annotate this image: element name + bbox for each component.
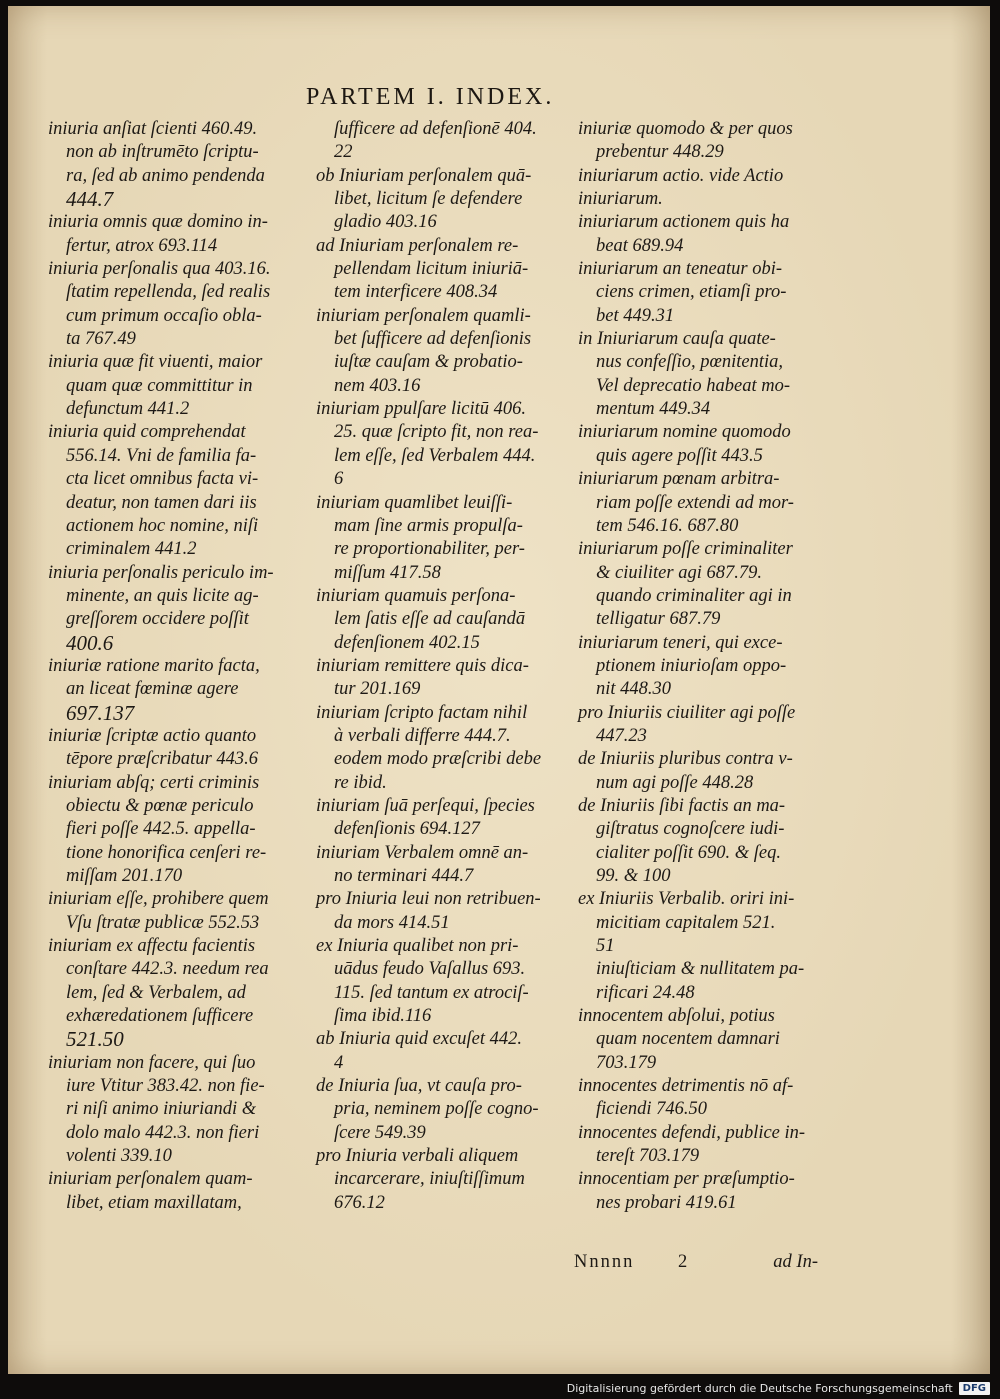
index-line: & ciuiliter agi 687.79.	[596, 562, 762, 583]
signature-number: 2	[678, 1252, 688, 1272]
index-line: iniuriam abſq; certi criminis	[48, 772, 260, 793]
index-line: lem eſſe, ſed Verbalem 444.	[334, 445, 536, 466]
index-line: beat 689.94	[596, 235, 684, 256]
index-line: re ibid.	[334, 772, 387, 793]
index-line: tem 546.16. 687.80	[596, 515, 739, 536]
index-line: giſtratus cognoſcere iudi-	[596, 819, 785, 840]
index-line: minente, an quis licite ag-	[66, 585, 259, 606]
index-line: iniuriam eſſe, prohibere quem	[48, 889, 269, 910]
index-line: iniuriam ſuā perſequi, ſpecies	[316, 795, 535, 816]
index-line: 521.50	[66, 1027, 124, 1052]
index-line: innocentem abſolui, potius	[578, 1006, 775, 1027]
index-line: iure Vtitur 383.42. non fie-	[66, 1076, 265, 1097]
index-line: iniuriæ quomodo & per quos	[578, 119, 793, 139]
index-line: iniuriam quamlibet leuiſſi-	[316, 492, 513, 513]
index-line: gladio 403.16	[334, 212, 437, 233]
index-line: libet, etiam maxillatam,	[66, 1192, 242, 1213]
index-line: tereſt 703.179	[596, 1146, 700, 1167]
index-line: 25. quæ ſcripto fit, non rea-	[334, 422, 539, 443]
index-line: iniuriarum pœnam arbitra-	[578, 469, 780, 490]
index-line: obiectu & pœnæ periculo	[66, 795, 254, 816]
index-line: 703.179	[596, 1052, 657, 1073]
index-line: no terminari 444.7	[334, 866, 474, 886]
running-header: PARTEM I. INDEX.	[306, 84, 555, 110]
index-line: nes probari 419.61	[596, 1192, 737, 1213]
index-line: lem, ſed & Verbalem, ad	[66, 982, 246, 1003]
index-line: tur 201.169	[334, 679, 421, 700]
index-line: 4	[334, 1052, 344, 1073]
index-line: quis agere poſſit 443.5	[596, 445, 763, 466]
index-column-left	[48, 118, 310, 1215]
index-line: mam ſine armis propulſa-	[334, 515, 523, 536]
index-line: iniuria quæ fit viuenti, maior	[48, 352, 263, 373]
index-line: nit 448.30	[596, 679, 672, 700]
index-line: iniuriam ſcripto factam nihil	[316, 702, 528, 723]
index-line: quam quæ committitur in	[66, 375, 253, 396]
digitization-footer	[0, 1378, 1000, 1399]
index-line: 697.137	[66, 700, 135, 725]
index-line: riam poſſe extendi ad mor-	[596, 492, 794, 513]
index-line: defenſionem 402.15	[334, 632, 480, 653]
index-line: de Iniuria ſua, vt cauſa pro-	[316, 1076, 522, 1097]
index-line: ficiendi 746.50	[596, 1099, 707, 1120]
index-line: iniuria anſiat ſcienti 460.49.	[48, 119, 258, 139]
index-line: prebentur 448.29	[596, 142, 724, 163]
index-line: tione honorifica cenſeri re-	[66, 842, 267, 863]
index-line: in Iniuriarum cauſa quate-	[578, 329, 776, 350]
index-line: 22	[334, 142, 353, 163]
index-line: 676.12	[334, 1192, 385, 1213]
index-line: pro Iniuriis ciuiliter agi poſſe	[578, 702, 796, 723]
index-line: rificari 24.48	[596, 982, 695, 1003]
index-line: 400.6	[66, 630, 114, 655]
index-line: actionem hoc nomine, niſi	[66, 515, 259, 536]
index-line: iniuriam perſonalem quamli-	[316, 305, 531, 326]
index-line: uādus feudo Vaſallus 693.	[334, 959, 526, 980]
index-line: iniuria quid comprehendat	[48, 422, 246, 443]
index-line: ſtatim repellenda, ſed realis	[66, 282, 271, 303]
index-line: ex Iniuriis Verbalib. oriri ini-	[578, 889, 795, 910]
index-line: ſcere 549.39	[334, 1122, 426, 1143]
index-line: quando criminaliter agi in	[596, 585, 792, 606]
index-line: fertur, atrox 693.114	[66, 235, 218, 256]
index-line: ſima ibid.116	[334, 1006, 432, 1027]
index-line: 115. ſed tantum ex atrociſ-	[334, 982, 529, 1003]
index-line: 51	[596, 936, 615, 957]
index-line: iniuriæ ratione marito facta,	[48, 655, 260, 676]
index-line: 99. & 100	[596, 866, 671, 886]
index-line: iniuriam quamuis perſona-	[316, 585, 516, 606]
index-line: micitiam capitalem 521.	[596, 912, 776, 933]
index-line: bet ſufficere ad defenſionis	[334, 329, 532, 350]
index-line: dolo malo 442.3. non fieri	[66, 1122, 260, 1143]
catchword: ad In-	[773, 1252, 818, 1272]
index-line: bet 449.31	[596, 305, 675, 326]
index-line: ra, ſed ab animo pendenda	[66, 165, 265, 186]
index-column-right	[578, 118, 833, 1215]
index-line: incarcerare, iniuſtiſſimum	[334, 1169, 525, 1190]
index-line: 6	[334, 469, 344, 490]
index-line: iniuriam ppulſare licitū 406.	[316, 399, 527, 420]
index-line: iniuriam ex affectu facientis	[48, 936, 256, 957]
dfg-logo: DFG	[959, 1382, 990, 1395]
index-line: de Iniuriis ſibi factis an ma-	[578, 795, 786, 816]
index-line: iniuriarum an teneatur obi-	[578, 259, 783, 280]
index-line: iniuriam perſonalem quam-	[48, 1169, 253, 1190]
index-line: cta licet omnibus facta vi-	[66, 469, 259, 490]
index-line: nem 403.16	[334, 375, 421, 396]
index-line: ſufficere ad defenſionē 404.	[334, 119, 537, 139]
signature-line	[574, 1252, 818, 1273]
index-line: pria, neminem poſſe cogno-	[334, 1099, 539, 1120]
index-line: à verbali differre 444.7.	[334, 725, 511, 746]
index-line: iniuria perſonalis periculo im-	[48, 562, 274, 583]
index-line: ex Iniuria qualibet non pri-	[316, 936, 519, 957]
index-line: miſſum 417.58	[334, 562, 441, 583]
index-column-middle	[316, 118, 578, 1215]
index-line: ciens crimen, etiamſi pro-	[596, 282, 787, 303]
index-line: ta 767.49	[66, 329, 136, 350]
index-line: lem ſatis eſſe ad cauſandā	[334, 609, 526, 630]
index-line: pellendam licitum iniuriā-	[334, 259, 529, 280]
index-line: ab Iniuria quid excuſet 442.	[316, 1029, 523, 1050]
index-line: iniuriarum.	[578, 189, 663, 210]
index-line: num agi poſſe 448.28	[596, 772, 754, 793]
index-line: iniuriarum actionem quis ha	[578, 212, 790, 233]
index-line: libet, licitum ſe defendere	[334, 189, 523, 210]
signature-mark: Nnnnn	[574, 1252, 635, 1272]
index-line: Vſu ſtratæ publicæ 552.53	[66, 912, 260, 933]
index-line: ob Iniuriam perſonalem quā-	[316, 165, 532, 186]
index-line: iniuriam non facere, qui ſuo	[48, 1052, 256, 1073]
index-line: re proportionabiliter, per-	[334, 539, 525, 560]
index-line: tēpore præſcribatur 443.6	[66, 749, 259, 770]
index-line: cum primum occaſio obla-	[66, 305, 262, 326]
index-line: iniuria omnis quæ domino in-	[48, 212, 268, 233]
index-line: da mors 414.51	[334, 912, 450, 933]
index-line: non ab inſtrumēto ſcriptu-	[66, 142, 259, 163]
index-line: Vel deprecatio habeat mo-	[596, 375, 791, 396]
index-line: volenti 339.10	[66, 1146, 172, 1167]
index-line: innocentes defendi, publice in-	[578, 1122, 806, 1143]
index-line: ptionem iniurioſam oppo-	[596, 655, 787, 676]
index-line: innocentiam per præſumptio-	[578, 1169, 795, 1190]
book-page	[8, 6, 990, 1374]
index-line: exhæredationem ſufficere	[66, 1006, 254, 1027]
index-line: miſſam 201.170	[66, 866, 183, 886]
index-line: iniuriarum teneri, qui exce-	[578, 632, 783, 653]
index-line: iniuriam remittere quis dica-	[316, 655, 529, 676]
index-line: iniuriæ ſcriptæ actio quanto	[48, 725, 257, 746]
index-line: quam nocentem damnari	[596, 1029, 780, 1050]
index-line: iniuſticiam & nullitatem pa-	[596, 959, 805, 980]
index-line: ad Iniuriam perſonalem re-	[316, 235, 519, 256]
index-line: 556.14. Vni de familia fa-	[66, 445, 257, 466]
index-line: greſſorem occidere poſſit	[66, 609, 249, 630]
index-line: criminalem 441.2	[66, 539, 197, 560]
index-line: defenſionis 694.127	[334, 819, 480, 840]
index-line: tem interficere 408.34	[334, 282, 498, 303]
index-line: mentum 449.34	[596, 399, 711, 420]
index-line: iniuriarum nomine quomodo	[578, 422, 791, 443]
index-line: deatur, non tamen dari iis	[66, 492, 257, 513]
index-line: 447.23	[596, 725, 647, 746]
index-line: pro Iniuria verbali aliquem	[316, 1146, 519, 1167]
index-line: iniuria perſonalis qua 403.16.	[48, 259, 271, 280]
index-line: iuſtæ cauſam & probatio-	[334, 352, 523, 373]
index-line: nus confeſſio, pœnitentia,	[596, 352, 784, 373]
index-line: de Iniuriis pluribus contra v-	[578, 749, 793, 770]
index-line: telligatur 687.79	[596, 609, 721, 630]
index-line: iniuriarum actio. vide Actio	[578, 165, 784, 186]
index-line: eodem modo præſcribi debe	[334, 749, 542, 770]
index-line: iniuriam Verbalem omnē an-	[316, 842, 529, 863]
index-line: fieri poſſe 442.5. appella-	[66, 819, 256, 840]
index-line: 444.7	[66, 187, 114, 212]
funding-credit: Digitalisierung gefördert durch die Deutsche Forschungsgemeinschaft	[566, 1382, 953, 1395]
index-line: iniuriarum poſſe criminaliter	[578, 539, 793, 560]
index-line: innocentes detrimentis nō af-	[578, 1076, 794, 1097]
index-line: conſtare 442.3. needum rea	[66, 959, 269, 980]
index-line: cialiter poſſit 690. & ſeq.	[596, 842, 781, 863]
index-line: pro Iniuria leui non retribuen-	[316, 889, 541, 910]
index-line: an liceat fœminæ agere	[66, 679, 239, 700]
index-line: ri niſi animo iniuriandi &	[66, 1099, 257, 1120]
index-line: defunctum 441.2	[66, 399, 190, 420]
